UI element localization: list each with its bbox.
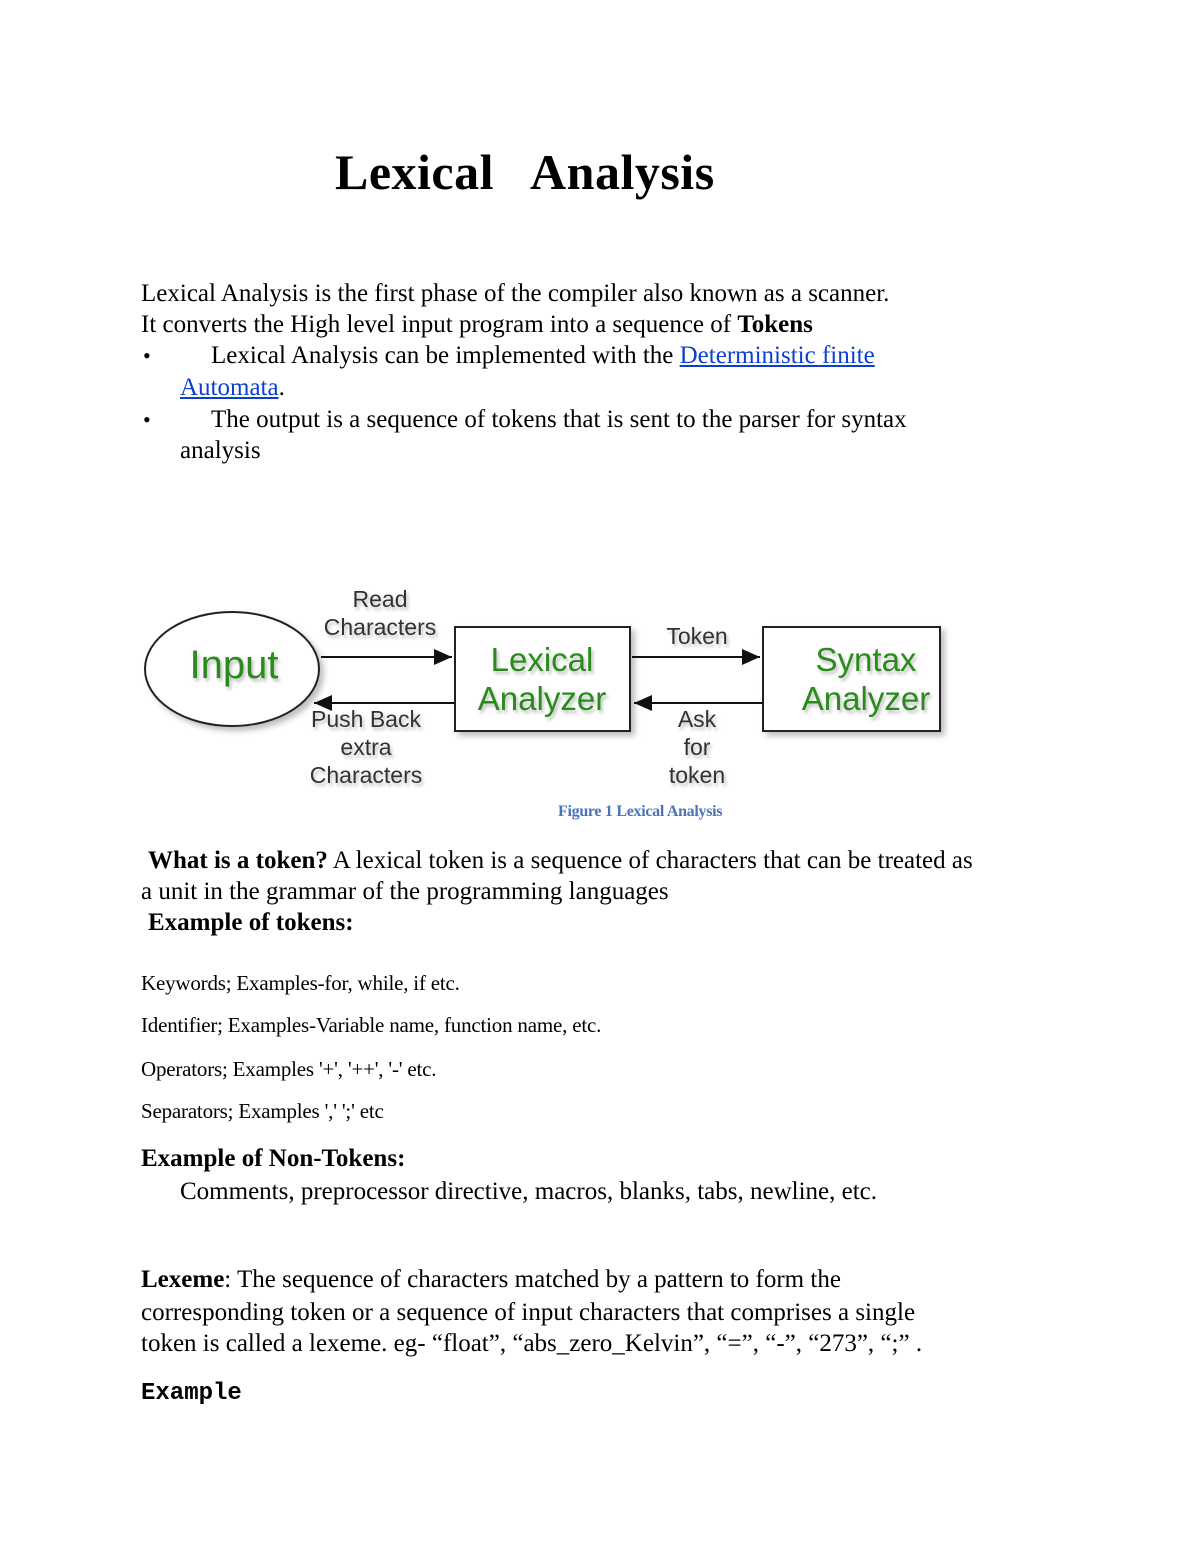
lexical-analyzer-label-1: Lexical [490, 641, 594, 678]
token-example-keywords: Keywords; Examples-for, while, if etc. [141, 971, 460, 995]
bullet-2-line-1: The output is a sequence of tokens that is sent to the parser for syntax [211, 406, 907, 433]
bullet-1-text: Lexical Analysis can be implemented with the [211, 342, 680, 369]
lexeme-line-3: token is called a lexeme. eg- “float”, “abs_zero_Kelvin”, “=”, “-”, “273”, “;” . [141, 1330, 923, 1357]
read-label-1: Read [352, 586, 408, 612]
lexeme-line-1 [141, 1264, 841, 1295]
lexical-analysis-diagram [0, 570, 1200, 800]
token-def-line-1 [148, 845, 973, 876]
lexeme-def-1: : The sequence of characters matched by a pattern to form the [224, 1266, 841, 1293]
bullet-1-dot: • [143, 343, 151, 368]
lexeme-term: Lexeme [141, 1266, 225, 1293]
intro-line-2 [141, 309, 813, 340]
ask-label-1: Ask [677, 706, 717, 732]
non-tokens-text: Comments, preprocessor directive, macros, blanks, tabs, newline, etc. [180, 1178, 878, 1205]
bullet-1-line-1 [211, 340, 875, 371]
title-word-2: Analysis [530, 144, 715, 200]
token-example-identifier: Identifier; Examples-Variable name, function name, etc. [141, 1013, 602, 1037]
lexeme-line-2: corresponding token or a sequence of input characters that comprises a single [141, 1299, 916, 1326]
syntax-analyzer-label-1: Syntax [815, 641, 917, 678]
input-label: Input [189, 643, 279, 687]
token-label: Token [666, 623, 728, 649]
non-tokens-heading: Example of Non-Tokens: [141, 1145, 406, 1172]
token-question: What is a token? [148, 847, 328, 874]
push-label-3: Characters [309, 762, 423, 788]
push-label-1: Push Back [311, 706, 421, 732]
token-example-separators: Separators; Examples ',' ';' etc [141, 1099, 384, 1123]
intro-tokens-bold: Tokens [737, 311, 813, 338]
bullet-1-period: . [278, 374, 285, 401]
example-label: Example [141, 1380, 242, 1407]
dfa-link-continued[interactable]: Automata [180, 374, 279, 401]
token-example-operators: Operators; Examples '+', '++', '-' etc. [141, 1057, 437, 1081]
read-label-2: Characters [323, 614, 437, 640]
bullet-2-line-2: analysis [180, 437, 261, 464]
intro-line-1: Lexical Analysis is the first phase of the compiler also known as a scanner. [141, 280, 890, 307]
ask-label-3: token [668, 762, 726, 788]
title-word-1: Lexical [335, 144, 495, 200]
figure-caption: Figure 1 Lexical Analysis [558, 803, 723, 820]
ask-label-2: for [683, 734, 711, 760]
syntax-analyzer-label-2: Analyzer [801, 680, 931, 717]
dfa-link[interactable]: Deterministic finite [679, 342, 875, 369]
bullet-1-line-2 [180, 372, 285, 403]
token-answer-1: A lexical token is a sequence of characters that can be treated as [327, 847, 973, 874]
examples-heading: Example of tokens: [148, 909, 354, 936]
intro-line-2-text: It converts the High level input program into a sequence of [141, 311, 738, 338]
token-def-line-2: a unit in the grammar of the programming languages [141, 878, 669, 905]
page-title [335, 143, 715, 201]
push-label-2: extra [340, 734, 392, 760]
bullet-2-dot: • [143, 407, 151, 432]
lexical-analyzer-label-2: Analyzer [477, 680, 607, 717]
